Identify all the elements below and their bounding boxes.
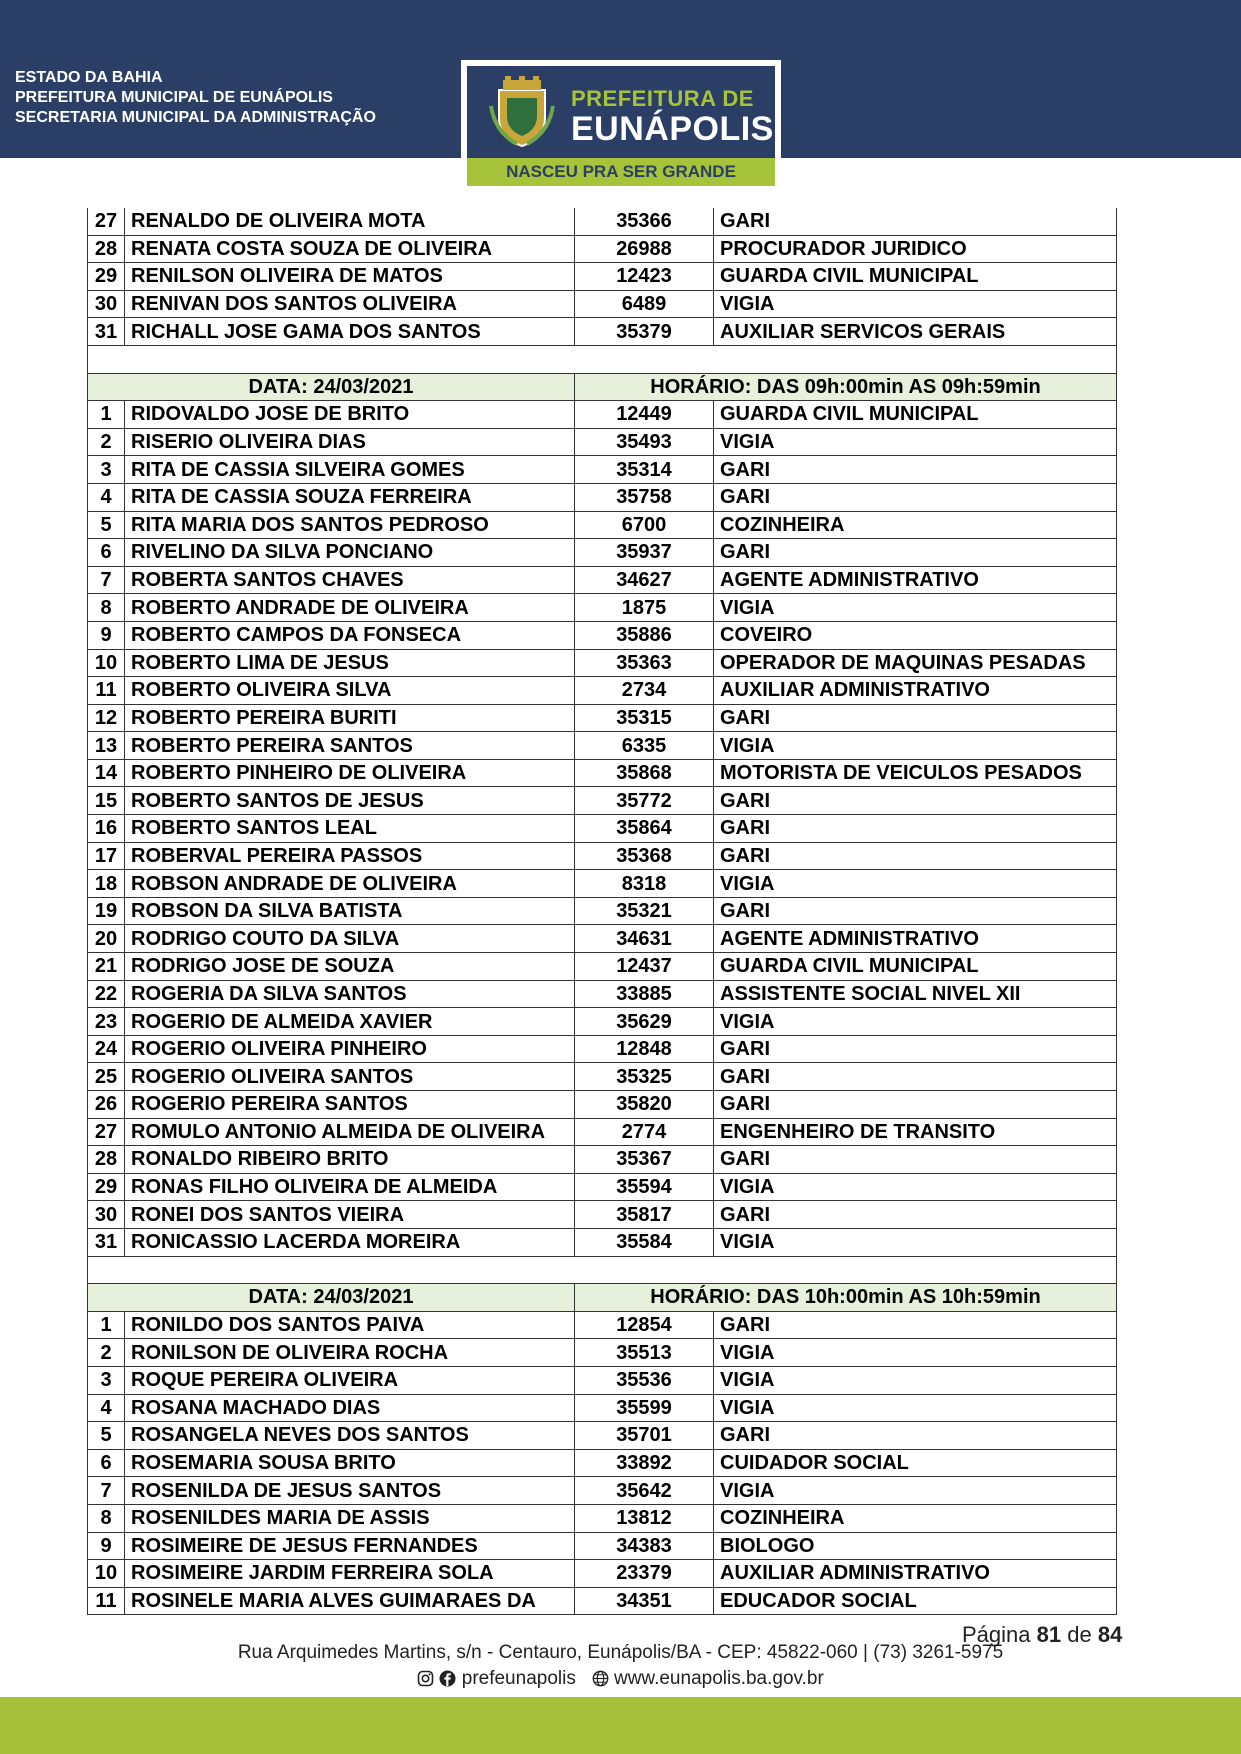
row-number: 28 bbox=[88, 1146, 125, 1174]
employee-name: RIVELINO DA SILVA PONCIANO bbox=[125, 539, 575, 567]
row-number: 3 bbox=[88, 1366, 125, 1394]
row-number: 20 bbox=[88, 925, 125, 953]
registration-number: 12449 bbox=[575, 401, 714, 429]
registration-number: 13812 bbox=[575, 1504, 714, 1532]
job-title: VIGIA bbox=[714, 594, 1117, 622]
employee-name: RENALDO DE OLIVEIRA MOTA bbox=[125, 208, 575, 235]
registration-number: 34383 bbox=[575, 1532, 714, 1560]
row-number: 2 bbox=[88, 1339, 125, 1367]
table-row bbox=[88, 290, 1117, 318]
row-number: 7 bbox=[88, 1477, 125, 1505]
job-title: GARI bbox=[714, 539, 1117, 567]
employee-name: RENIVAN DOS SANTOS OLIVEIRA bbox=[125, 290, 575, 318]
table-row bbox=[88, 1587, 1117, 1615]
employee-name: RITA DE CASSIA SOUZA FERREIRA bbox=[125, 483, 575, 511]
table-row bbox=[88, 1008, 1117, 1036]
employee-schedule-table bbox=[87, 208, 1117, 1615]
employee-name: ROBERTO LIMA DE JESUS bbox=[125, 649, 575, 677]
registration-number: 35363 bbox=[575, 649, 714, 677]
registration-number: 26988 bbox=[575, 235, 714, 263]
employee-name: RENILSON OLIVEIRA DE MATOS bbox=[125, 263, 575, 291]
job-title: VIGIA bbox=[714, 1394, 1117, 1422]
social-handle: prefeunapolis bbox=[461, 1668, 576, 1689]
section-spacer-row bbox=[88, 1256, 1117, 1284]
registration-number: 35886 bbox=[575, 621, 714, 649]
row-number: 26 bbox=[88, 1091, 125, 1119]
job-title: PROCURADOR JURIDICO bbox=[714, 235, 1117, 263]
employee-name: RONAS FILHO OLIVEIRA DE ALMEIDA bbox=[125, 1173, 575, 1201]
logo-slogan: NASCEU PRA SER GRANDE bbox=[467, 158, 775, 186]
table-row bbox=[88, 1366, 1117, 1394]
page-current: 81 bbox=[1036, 1622, 1062, 1647]
job-title: GARI bbox=[714, 208, 1117, 235]
table-row bbox=[88, 1118, 1117, 1146]
section-spacer-row bbox=[88, 345, 1117, 373]
row-number: 17 bbox=[88, 842, 125, 870]
registration-number: 35817 bbox=[575, 1201, 714, 1229]
job-title: GARI bbox=[714, 1422, 1117, 1450]
employee-name: RONICASSIO LACERDA MOREIRA bbox=[125, 1228, 575, 1256]
registration-number: 12423 bbox=[575, 263, 714, 291]
job-title: GARI bbox=[714, 483, 1117, 511]
registration-number: 6489 bbox=[575, 290, 714, 318]
job-title: ASSISTENTE SOCIAL NIVEL XII bbox=[714, 980, 1117, 1008]
registration-number: 35701 bbox=[575, 1422, 714, 1450]
registration-number: 35366 bbox=[575, 208, 714, 235]
job-title: BIOLOGO bbox=[714, 1532, 1117, 1560]
footer-band bbox=[0, 1697, 1241, 1754]
row-number: 29 bbox=[88, 1173, 125, 1201]
job-title: VIGIA bbox=[714, 1366, 1117, 1394]
job-title: VIGIA bbox=[714, 1008, 1117, 1036]
table-row bbox=[88, 815, 1117, 843]
employee-name: RIDOVALDO JOSE DE BRITO bbox=[125, 401, 575, 429]
registration-number: 35379 bbox=[575, 318, 714, 346]
registration-number: 6335 bbox=[575, 732, 714, 760]
employee-name: ROSIMEIRE JARDIM FERREIRA SOLA bbox=[125, 1560, 575, 1588]
city-logo bbox=[461, 60, 781, 192]
registration-number: 35493 bbox=[575, 428, 714, 456]
employee-name: ROBERTO PINHEIRO DE OLIVEIRA bbox=[125, 759, 575, 787]
employee-name: ROGERIO OLIVEIRA SANTOS bbox=[125, 1063, 575, 1091]
row-number: 6 bbox=[88, 1449, 125, 1477]
employee-name: RODRIGO JOSE DE SOUZA bbox=[125, 953, 575, 981]
job-title: OPERADOR DE MAQUINAS PESADAS bbox=[714, 649, 1117, 677]
table-row bbox=[88, 1422, 1117, 1450]
row-number: 7 bbox=[88, 566, 125, 594]
registration-number: 33892 bbox=[575, 1449, 714, 1477]
globe-icon bbox=[592, 1670, 609, 1687]
job-title: AUXILIAR ADMINISTRATIVO bbox=[714, 677, 1117, 705]
employee-name: ROGERIO OLIVEIRA PINHEIRO bbox=[125, 1035, 575, 1063]
employee-name: RONALDO RIBEIRO BRITO bbox=[125, 1146, 575, 1174]
job-title: GARI bbox=[714, 1063, 1117, 1091]
job-title: GARI bbox=[714, 1091, 1117, 1119]
job-title: GUARDA CIVIL MUNICIPAL bbox=[714, 401, 1117, 429]
page-total: 84 bbox=[1097, 1622, 1123, 1647]
job-title: GUARDA CIVIL MUNICIPAL bbox=[714, 263, 1117, 291]
row-number: 13 bbox=[88, 732, 125, 760]
job-title: COZINHEIRA bbox=[714, 511, 1117, 539]
registration-number: 12848 bbox=[575, 1035, 714, 1063]
table-row bbox=[88, 1311, 1117, 1339]
employee-name: ROSINELE MARIA ALVES GUIMARAES DA bbox=[125, 1587, 575, 1615]
employee-name: ROMULO ANTONIO ALMEIDA DE OLIVEIRA bbox=[125, 1118, 575, 1146]
row-number: 18 bbox=[88, 870, 125, 898]
table-row bbox=[88, 649, 1117, 677]
registration-number: 34627 bbox=[575, 566, 714, 594]
registration-number: 35758 bbox=[575, 483, 714, 511]
job-title: VIGIA bbox=[714, 428, 1117, 456]
table-row bbox=[88, 263, 1117, 291]
job-title: GARI bbox=[714, 456, 1117, 484]
registration-number: 35325 bbox=[575, 1063, 714, 1091]
table-row bbox=[88, 677, 1117, 705]
website-link[interactable]: www.eunapolis.ba.gov.br bbox=[613, 1668, 824, 1689]
registration-number: 35315 bbox=[575, 704, 714, 732]
logo-panel bbox=[467, 66, 775, 158]
job-title: GARI bbox=[714, 1035, 1117, 1063]
row-number: 24 bbox=[88, 1035, 125, 1063]
table-row bbox=[88, 594, 1117, 622]
registration-number: 33885 bbox=[575, 980, 714, 1008]
table-row bbox=[88, 787, 1117, 815]
row-number: 10 bbox=[88, 649, 125, 677]
page-label: Página bbox=[962, 1622, 1031, 1647]
table-row bbox=[88, 1449, 1117, 1477]
table-row bbox=[88, 401, 1117, 429]
row-number: 9 bbox=[88, 621, 125, 649]
row-number: 25 bbox=[88, 1063, 125, 1091]
row-number: 19 bbox=[88, 897, 125, 925]
job-title: VIGIA bbox=[714, 1477, 1117, 1505]
table-row bbox=[88, 1504, 1117, 1532]
row-number: 14 bbox=[88, 759, 125, 787]
table-row bbox=[88, 1477, 1117, 1505]
table-row bbox=[88, 539, 1117, 567]
job-title: GARI bbox=[714, 787, 1117, 815]
table-row bbox=[88, 1339, 1117, 1367]
registration-number: 35772 bbox=[575, 787, 714, 815]
registration-number: 34351 bbox=[575, 1587, 714, 1615]
registration-number: 35629 bbox=[575, 1008, 714, 1036]
employee-name: RITA MARIA DOS SANTOS PEDROSO bbox=[125, 511, 575, 539]
job-title: VIGIA bbox=[714, 1173, 1117, 1201]
registration-number: 2774 bbox=[575, 1118, 714, 1146]
table-row bbox=[88, 1146, 1117, 1174]
table-row bbox=[88, 208, 1117, 235]
row-number: 8 bbox=[88, 1504, 125, 1532]
registration-number: 12854 bbox=[575, 1311, 714, 1339]
table-row bbox=[88, 1063, 1117, 1091]
employee-name: ROSIMEIRE DE JESUS FERNANDES bbox=[125, 1532, 575, 1560]
row-number: 15 bbox=[88, 787, 125, 815]
job-title: VIGIA bbox=[714, 732, 1117, 760]
employee-name: RICHALL JOSE GAMA DOS SANTOS bbox=[125, 318, 575, 346]
schedule-table-body bbox=[88, 208, 1117, 1615]
table-row bbox=[88, 759, 1117, 787]
employee-name: ROBSON DA SILVA BATISTA bbox=[125, 897, 575, 925]
registration-number: 35868 bbox=[575, 759, 714, 787]
job-title: CUIDADOR SOCIAL bbox=[714, 1449, 1117, 1477]
row-number: 31 bbox=[88, 318, 125, 346]
facebook-icon bbox=[439, 1670, 456, 1687]
job-title: EDUCADOR SOCIAL bbox=[714, 1587, 1117, 1615]
table-row bbox=[88, 1201, 1117, 1229]
table-row bbox=[88, 566, 1117, 594]
table-row bbox=[88, 511, 1117, 539]
job-title: AUXILIAR SERVICOS GERAIS bbox=[714, 318, 1117, 346]
row-number: 12 bbox=[88, 704, 125, 732]
registration-number: 35321 bbox=[575, 897, 714, 925]
employee-name: ROBERTO SANTOS LEAL bbox=[125, 815, 575, 843]
row-number: 28 bbox=[88, 235, 125, 263]
job-title: GARI bbox=[714, 897, 1117, 925]
employee-name: ROBERTO PEREIRA SANTOS bbox=[125, 732, 575, 760]
job-title: GARI bbox=[714, 1311, 1117, 1339]
employee-name: ROBERTO OLIVEIRA SILVA bbox=[125, 677, 575, 705]
employee-name: ROBERVAL PEREIRA PASSOS bbox=[125, 842, 575, 870]
employee-name: ROSEMARIA SOUSA BRITO bbox=[125, 1449, 575, 1477]
section-date: DATA: 24/03/2021 bbox=[88, 373, 575, 401]
registration-number: 35367 bbox=[575, 1146, 714, 1174]
job-title: VIGIA bbox=[714, 1228, 1117, 1256]
registration-number: 8318 bbox=[575, 870, 714, 898]
spacer-cell bbox=[88, 1256, 1117, 1284]
employee-name: RONILDO DOS SANTOS PAIVA bbox=[125, 1311, 575, 1339]
registration-number: 35820 bbox=[575, 1091, 714, 1119]
employee-name: ROGERIO PEREIRA SANTOS bbox=[125, 1091, 575, 1119]
table-row bbox=[88, 318, 1117, 346]
job-title: GARI bbox=[714, 815, 1117, 843]
table-row bbox=[88, 897, 1117, 925]
table-row bbox=[88, 483, 1117, 511]
table-row bbox=[88, 1228, 1117, 1256]
job-title: ENGENHEIRO DE TRANSITO bbox=[714, 1118, 1117, 1146]
table-row bbox=[88, 842, 1117, 870]
row-number: 4 bbox=[88, 1394, 125, 1422]
section-header-row bbox=[88, 373, 1117, 401]
logo-title-main: EUNÁPOLIS bbox=[571, 110, 774, 148]
row-number: 11 bbox=[88, 1587, 125, 1615]
row-number: 5 bbox=[88, 1422, 125, 1450]
table-row bbox=[88, 980, 1117, 1008]
logo-title-top: PREFEITURA DE bbox=[571, 86, 754, 111]
job-title: COVEIRO bbox=[714, 621, 1117, 649]
employee-name: ROGERIO DE ALMEIDA XAVIER bbox=[125, 1008, 575, 1036]
employee-name: RODRIGO COUTO DA SILVA bbox=[125, 925, 575, 953]
header-institution bbox=[15, 68, 376, 128]
employee-name: ROSENILDES MARIA DE ASSIS bbox=[125, 1504, 575, 1532]
table-row bbox=[88, 1532, 1117, 1560]
row-number: 11 bbox=[88, 677, 125, 705]
registration-number: 6700 bbox=[575, 511, 714, 539]
job-title: AGENTE ADMINISTRATIVO bbox=[714, 925, 1117, 953]
table-row bbox=[88, 732, 1117, 760]
header-city-hall: PREFEITURA MUNICIPAL DE EUNÁPOLIS bbox=[15, 89, 333, 106]
row-number: 27 bbox=[88, 1118, 125, 1146]
employee-name: ROBERTA SANTOS CHAVES bbox=[125, 566, 575, 594]
registration-number: 35314 bbox=[575, 456, 714, 484]
footer-social bbox=[0, 1668, 1241, 1690]
table-row bbox=[88, 1091, 1117, 1119]
row-number: 31 bbox=[88, 1228, 125, 1256]
row-number: 16 bbox=[88, 815, 125, 843]
job-title: GARI bbox=[714, 1146, 1117, 1174]
row-number: 4 bbox=[88, 483, 125, 511]
row-number: 10 bbox=[88, 1560, 125, 1588]
header-state: ESTADO DA BAHIA bbox=[15, 69, 163, 86]
employee-name: ROSENILDA DE JESUS SANTOS bbox=[125, 1477, 575, 1505]
job-title: VIGIA bbox=[714, 1339, 1117, 1367]
table-row bbox=[88, 428, 1117, 456]
row-number: 9 bbox=[88, 1532, 125, 1560]
job-title: GARI bbox=[714, 704, 1117, 732]
row-number: 1 bbox=[88, 401, 125, 429]
employee-name: RONILSON DE OLIVEIRA ROCHA bbox=[125, 1339, 575, 1367]
job-title: MOTORISTA DE VEICULOS PESADOS bbox=[714, 759, 1117, 787]
instagram-icon bbox=[417, 1670, 434, 1687]
table-row bbox=[88, 925, 1117, 953]
page-of: de bbox=[1067, 1622, 1092, 1647]
employee-name: RONEI DOS SANTOS VIEIRA bbox=[125, 1201, 575, 1229]
registration-number: 12437 bbox=[575, 953, 714, 981]
row-number: 3 bbox=[88, 456, 125, 484]
row-number: 5 bbox=[88, 511, 125, 539]
job-title: COZINHEIRA bbox=[714, 1504, 1117, 1532]
employee-name: RISERIO OLIVEIRA DIAS bbox=[125, 428, 575, 456]
job-title: AGENTE ADMINISTRATIVO bbox=[714, 566, 1117, 594]
section-header-row bbox=[88, 1284, 1117, 1312]
row-number: 27 bbox=[88, 208, 125, 235]
employee-name: ROBERTO CAMPOS DA FONSECA bbox=[125, 621, 575, 649]
table-row bbox=[88, 1173, 1117, 1201]
row-number: 22 bbox=[88, 980, 125, 1008]
registration-number: 35864 bbox=[575, 815, 714, 843]
job-title: GARI bbox=[714, 1201, 1117, 1229]
registration-number: 23379 bbox=[575, 1560, 714, 1588]
employee-name: ROBSON ANDRADE DE OLIVEIRA bbox=[125, 870, 575, 898]
employee-name: ROBERTO SANTOS DE JESUS bbox=[125, 787, 575, 815]
table-row bbox=[88, 870, 1117, 898]
employee-name: ROQUE PEREIRA OLIVEIRA bbox=[125, 1366, 575, 1394]
registration-number: 34631 bbox=[575, 925, 714, 953]
row-number: 30 bbox=[88, 1201, 125, 1229]
registration-number: 2734 bbox=[575, 677, 714, 705]
header-secretariat: SECRETARIA MUNICIPAL DA ADMINISTRAÇÃO bbox=[15, 109, 376, 126]
table-row bbox=[88, 1560, 1117, 1588]
registration-number: 35937 bbox=[575, 539, 714, 567]
table-row bbox=[88, 235, 1117, 263]
job-title: GUARDA CIVIL MUNICIPAL bbox=[714, 953, 1117, 981]
row-number: 29 bbox=[88, 263, 125, 291]
table-row bbox=[88, 456, 1117, 484]
section-date: DATA: 24/03/2021 bbox=[88, 1284, 575, 1312]
employee-name: ROBERTO PEREIRA BURITI bbox=[125, 704, 575, 732]
job-title: AUXILIAR ADMINISTRATIVO bbox=[714, 1560, 1117, 1588]
row-number: 1 bbox=[88, 1311, 125, 1339]
table-row bbox=[88, 1035, 1117, 1063]
row-number: 21 bbox=[88, 953, 125, 981]
row-number: 6 bbox=[88, 539, 125, 567]
employee-name: ROSANA MACHADO DIAS bbox=[125, 1394, 575, 1422]
employee-name: ROSANGELA NEVES DOS SANTOS bbox=[125, 1422, 575, 1450]
row-number: 30 bbox=[88, 290, 125, 318]
row-number: 8 bbox=[88, 594, 125, 622]
registration-number: 35513 bbox=[575, 1339, 714, 1367]
row-number: 23 bbox=[88, 1008, 125, 1036]
registration-number: 35584 bbox=[575, 1228, 714, 1256]
table-row bbox=[88, 621, 1117, 649]
section-time: HORÁRIO: DAS 10h:00min AS 10h:59min bbox=[575, 1284, 1117, 1312]
registration-number: 35599 bbox=[575, 1394, 714, 1422]
row-number: 2 bbox=[88, 428, 125, 456]
job-title: GARI bbox=[714, 842, 1117, 870]
registration-number: 35368 bbox=[575, 842, 714, 870]
employee-name: ROGERIA DA SILVA SANTOS bbox=[125, 980, 575, 1008]
registration-number: 35594 bbox=[575, 1173, 714, 1201]
registration-number: 35642 bbox=[575, 1477, 714, 1505]
footer-address: Rua Arquimedes Martins, s/n - Centauro, Eunápolis/BA - CEP: 45822-060 | (73) 3261-5975 bbox=[237, 1642, 1004, 1663]
table-row bbox=[88, 953, 1117, 981]
employee-name: RENATA COSTA SOUZA DE OLIVEIRA bbox=[125, 235, 575, 263]
section-time: HORÁRIO: DAS 09h:00min AS 09h:59min bbox=[575, 373, 1117, 401]
job-title: VIGIA bbox=[714, 870, 1117, 898]
registration-number: 1875 bbox=[575, 594, 714, 622]
employee-name: RITA DE CASSIA SILVEIRA GOMES bbox=[125, 456, 575, 484]
table-row bbox=[88, 704, 1117, 732]
job-title: VIGIA bbox=[714, 290, 1117, 318]
table-row bbox=[88, 1394, 1117, 1422]
spacer-cell bbox=[88, 345, 1117, 373]
employee-name: ROBERTO ANDRADE DE OLIVEIRA bbox=[125, 594, 575, 622]
registration-number: 35536 bbox=[575, 1366, 714, 1394]
coat-of-arms-icon bbox=[487, 76, 557, 150]
